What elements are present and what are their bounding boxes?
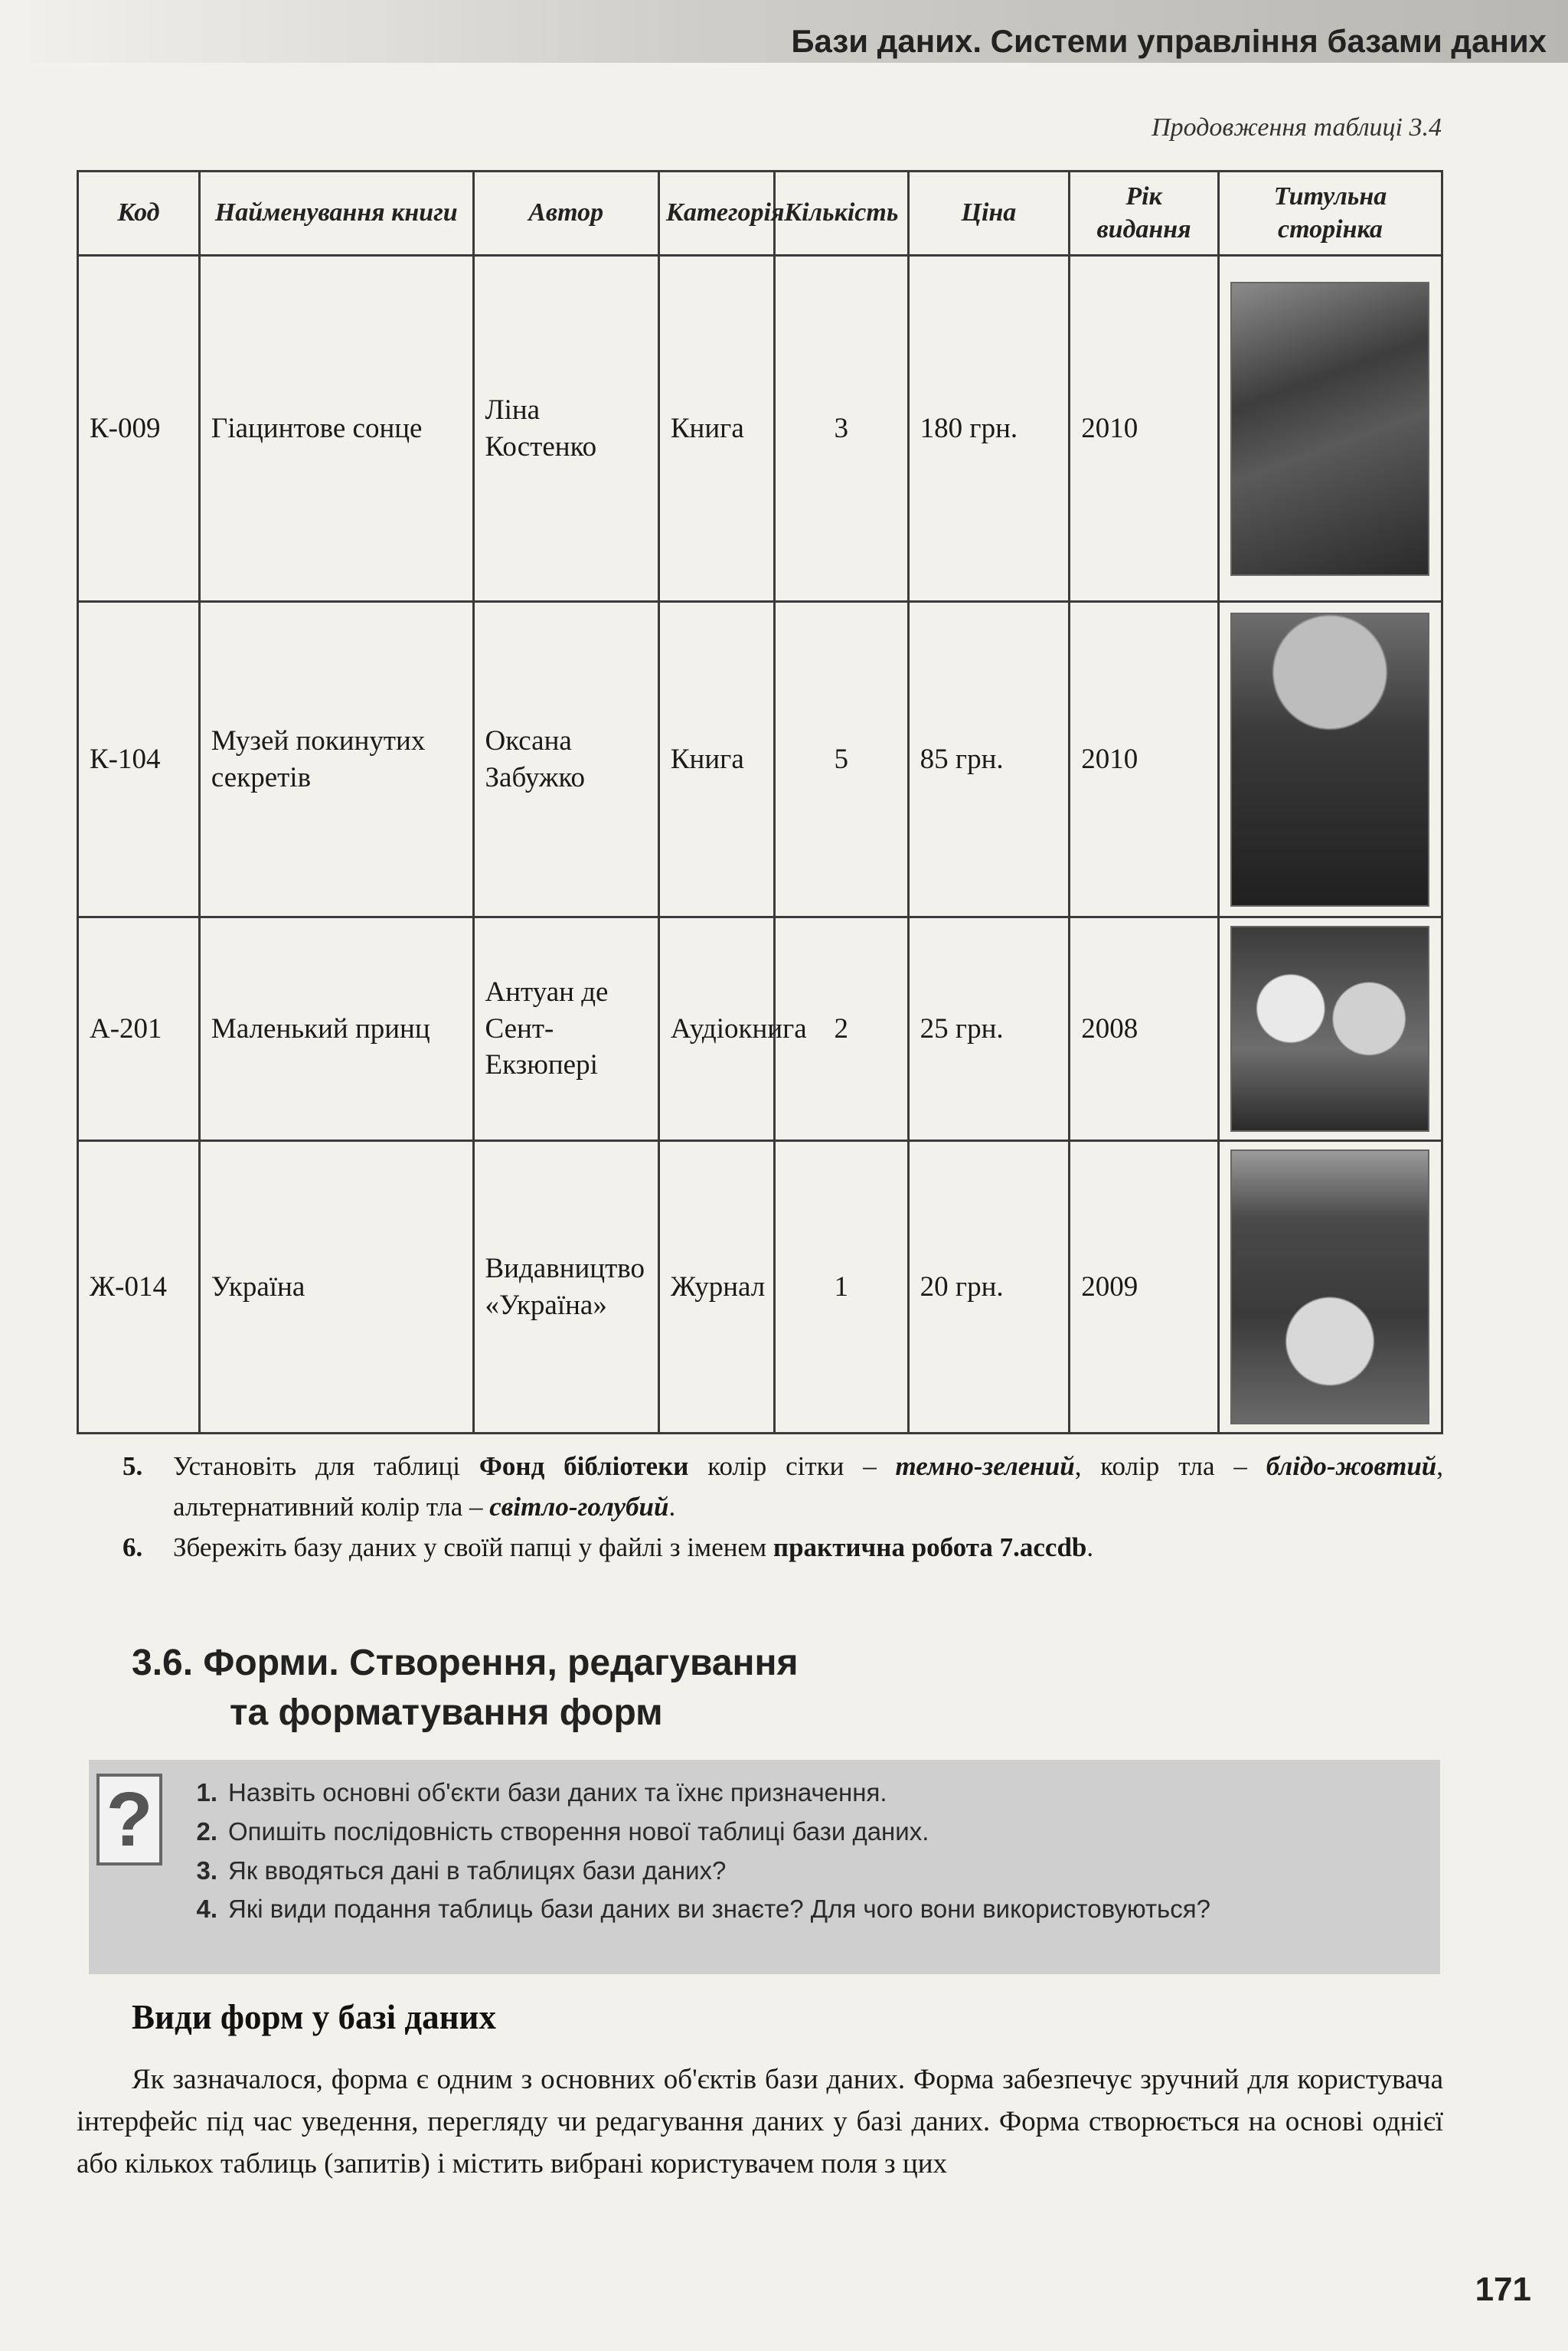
cell-year: 2009 [1070, 1141, 1219, 1434]
step-text-part: колір сітки – [688, 1451, 896, 1481]
cell-author: Видавництво «Україна» [473, 1141, 658, 1434]
cell-quantity: 3 [774, 256, 908, 602]
table-header-row [78, 172, 1442, 256]
list-item [175, 1852, 1415, 1891]
cell-price: 20 грн. [908, 1141, 1070, 1434]
step-text-part: , альтернативний колір тла – [173, 1451, 1443, 1522]
col-header-title: Найменування книги [199, 172, 473, 256]
list-item [175, 1890, 1415, 1929]
col-header-code: Код [78, 172, 200, 256]
step-item [122, 1527, 1443, 1568]
question-text: Назвіть основні об'єкти бази даних та їхнє призначення. [228, 1778, 887, 1807]
page-number: 171 [1475, 2271, 1531, 2308]
review-questions-list [175, 1774, 1415, 1929]
col-header-year: Рік видання [1070, 172, 1219, 256]
step-text-part: . [668, 1492, 676, 1522]
cell-price: 180 грн. [908, 256, 1070, 602]
cell-price: 85 грн. [908, 602, 1070, 917]
table-name-bold: Фонд бібліотеки [479, 1451, 689, 1481]
subheading: Види форм у базі даних [132, 1998, 496, 2036]
cell-cover [1218, 1141, 1442, 1434]
cell-category: Аудіокнига [658, 917, 774, 1141]
cell-code: А-201 [78, 917, 200, 1141]
section-title-line-2: та форматування форм [230, 1692, 663, 1733]
table-row [78, 256, 1442, 602]
question-text: Опишіть послідовність створення нової таблиці бази даних. [228, 1816, 929, 1846]
question-number: 2. [196, 1816, 217, 1846]
section-title [132, 1639, 799, 1738]
cell-code: К-009 [78, 256, 200, 602]
background-color: блідо-жовтий [1266, 1451, 1437, 1481]
col-header-category: Категорія [658, 172, 774, 256]
step-text-part: Установіть для таблиці [173, 1451, 479, 1481]
running-header-title: Бази даних. Системи управління базами даних [791, 23, 1547, 59]
col-header-price: Ціна [908, 172, 1070, 256]
cell-quantity: 1 [774, 1141, 908, 1434]
grid-color: темно-зелений [895, 1451, 1075, 1481]
step-text [173, 1446, 1443, 1527]
book-cover-image [1230, 613, 1429, 907]
cell-author: Антуан де Сент-Екзюпері [473, 917, 658, 1141]
question-text: Як вводяться дані в таблицях бази даних? [228, 1856, 727, 1885]
file-name-bold: практична робота 7.accdb [773, 1532, 1087, 1563]
col-header-author: Автор [473, 172, 658, 256]
cell-price: 25 грн. [908, 917, 1070, 1141]
cell-title: Гіацинтове сонце [199, 256, 473, 602]
cell-author: Ліна Костенко [473, 256, 658, 602]
table-row [78, 602, 1442, 917]
cell-cover [1218, 602, 1442, 917]
step-item [122, 1446, 1443, 1527]
question-number: 1. [196, 1778, 217, 1807]
review-questions-box [89, 1760, 1440, 1974]
col-header-cover: Титульна сторінка [1218, 172, 1442, 256]
cell-cover [1218, 256, 1442, 602]
cell-title: Музей покинутих секретів [199, 602, 473, 917]
audiobook-cover-image [1230, 926, 1429, 1132]
running-header [0, 0, 1568, 63]
cell-author: Оксана Забужко [473, 602, 658, 917]
cell-quantity: 2 [774, 917, 908, 1141]
practical-steps [122, 1446, 1443, 1568]
cell-category: Книга [658, 602, 774, 917]
step-number: 6. [122, 1532, 143, 1563]
question-number: 3. [196, 1856, 217, 1885]
alternate-background-color: світло-голубий [489, 1492, 669, 1522]
step-text-part: , колір тла – [1074, 1451, 1266, 1481]
cell-year: 2010 [1070, 602, 1219, 917]
cell-category: Книга [658, 256, 774, 602]
cell-category: Журнал [658, 1141, 774, 1434]
question-mark-icon: ? [96, 1774, 162, 1865]
section-title-line-1: 3.6. Форми. Створення, редагування [132, 1643, 799, 1683]
books-table [77, 170, 1443, 1434]
table-row [78, 1141, 1442, 1434]
question-number: 4. [196, 1895, 217, 1924]
step-text-part: Збережіть базу даних у своїй папці у файлі з іменем [173, 1532, 773, 1563]
cell-code: К-104 [78, 602, 200, 917]
list-item [175, 1774, 1415, 1813]
table-row [78, 917, 1442, 1141]
magazine-cover-image [1230, 1149, 1429, 1424]
book-cover-image [1230, 282, 1429, 576]
cell-title: Маленький принц [199, 917, 473, 1141]
cell-title: Україна [199, 1141, 473, 1434]
question-text: Які види подання таблиць бази даних ви знаєте? Для чого вони використовуються? [228, 1895, 1210, 1924]
step-text-part: . [1086, 1532, 1094, 1563]
col-header-quantity: Кількість [774, 172, 908, 256]
cell-year: 2010 [1070, 256, 1219, 602]
cell-cover [1218, 917, 1442, 1141]
step-text [173, 1527, 1093, 1568]
cell-year: 2008 [1070, 917, 1219, 1141]
list-item [175, 1813, 1415, 1852]
step-number: 5. [122, 1451, 143, 1481]
cell-code: Ж-014 [78, 1141, 200, 1434]
body-paragraph: Як зазначалося, форма є одним з основних об'єктів бази даних. Форма забезпечує зручний для користувача інтерфейс під час уведення, перегляду чи редагування даних у базі даних. Форма створюється на основі однієї або кількох таблиць (запитів) і містить вибрані користувачем поля з цих [77, 2064, 1443, 2180]
table-caption: Продовження таблиці 3.4 [1152, 113, 1442, 142]
cell-quantity: 5 [774, 602, 908, 917]
